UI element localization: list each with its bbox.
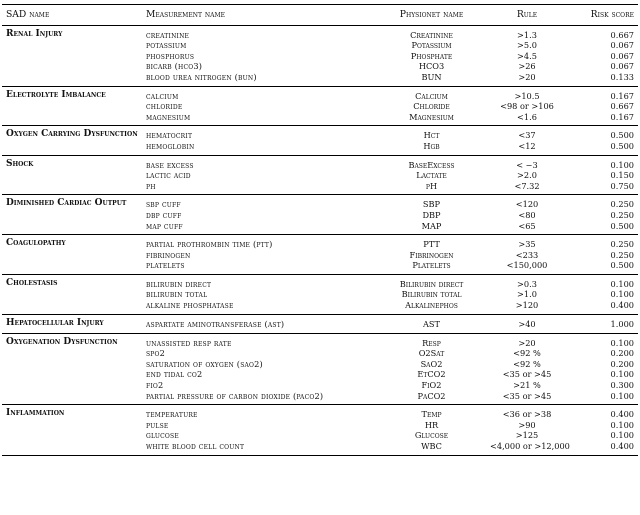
sad-name-cell: Shock — [6, 158, 34, 169]
sad-name-cell: Oxygen Carrying Dysfunction — [6, 129, 138, 140]
risk-score-cell: 0.100 — [610, 430, 634, 441]
rule-cell: <120 — [515, 199, 539, 210]
measurement-name-cell: saturation of oxygen (sao2) — [146, 358, 263, 369]
risk-score-cell: 0.067 — [610, 61, 634, 72]
physionet-name-cell: Lactate — [416, 170, 447, 181]
sad-group — [2, 25, 638, 86]
rule-cell: >5.0 — [517, 40, 537, 51]
rule-cell: >2.0 — [517, 170, 537, 181]
table-row — [2, 314, 638, 333]
sad-group — [2, 86, 638, 126]
rule-cell: <4,000 or >12,000 — [490, 441, 570, 451]
rule-cell: <12 — [518, 140, 536, 151]
risk-score-cell: 0.400 — [610, 300, 634, 311]
rule-cell: >21 % — [513, 380, 541, 391]
measurement-name-cell: aspartate aminotransferase (ast) — [146, 318, 285, 329]
physionet-name-cell: O2Sat — [418, 348, 445, 359]
risk-score-cell: 0.133 — [610, 71, 634, 82]
physionet-name-cell: Phosphate — [410, 50, 453, 61]
rule-cell: >125 — [515, 430, 539, 441]
physionet-name-cell: Hgb — [423, 140, 440, 151]
rule-cell: >40 — [518, 318, 536, 329]
measurement-name-cell: bilirubin total — [146, 289, 208, 300]
physionet-name-cell: HCO3 — [418, 61, 445, 72]
physionet-name-cell: PTT — [423, 239, 440, 250]
measurement-name-cell: unassisted resp rate — [146, 337, 232, 348]
risk-score-cell: 0.500 — [610, 260, 634, 271]
physionet-name-cell: Alkalinephos — [405, 300, 458, 311]
risk-score-cell: 0.100 — [610, 369, 634, 380]
rule-cell: >35 — [518, 239, 536, 250]
measurement-name-cell: partial prothrombin time (ptt) — [146, 239, 273, 250]
table-row — [2, 86, 638, 101]
rule-cell: >1.0 — [517, 289, 537, 300]
physionet-name-cell: Magnesium — [409, 111, 454, 122]
measurement-name-cell: calcium — [146, 90, 179, 101]
physionet-name-cell: BaseExcess — [408, 159, 455, 170]
risk-score-cell: 0.500 — [610, 130, 634, 141]
rule-cell: >90 — [518, 419, 536, 430]
table-row — [2, 195, 638, 210]
measurement-name-cell: pulse — [146, 419, 169, 430]
risk-score-cell: 0.067 — [610, 50, 634, 61]
risk-score-cell: 0.100 — [610, 278, 634, 289]
risk-score-cell: 0.200 — [610, 348, 634, 359]
measurement-name-cell: magnesium — [146, 111, 191, 122]
risk-score-cell: 0.250 — [610, 239, 634, 250]
risk-score-cell: 0.250 — [610, 199, 634, 210]
sad-name-cell: Inflammation — [6, 408, 65, 419]
measurement-name-cell: glucose — [146, 430, 179, 441]
sad-group — [2, 155, 638, 195]
physionet-name-cell: Platelets — [412, 260, 451, 271]
header-row — [2, 5, 638, 26]
header-rule: Rule — [516, 9, 538, 20]
sad-group — [2, 195, 638, 235]
risk-score-cell: 0.167 — [610, 90, 634, 101]
rule-cell: <92 % — [513, 348, 541, 359]
physionet-name-cell: Bilirubin total — [401, 289, 462, 300]
measurement-name-cell: spo2 — [146, 348, 166, 359]
rule-cell: >10.5 — [514, 90, 540, 101]
table-row — [2, 274, 638, 289]
rule-cell: >20 — [518, 337, 536, 348]
rule-cell: >4.5 — [517, 50, 537, 61]
sad-group — [2, 405, 638, 455]
physionet-name-cell: MAP — [421, 220, 442, 231]
sad-name-cell: Coagulopathy — [6, 238, 66, 249]
physionet-name-cell: FiO2 — [421, 380, 442, 391]
physionet-name-cell: WBC — [421, 441, 442, 451]
measurement-name-cell: temperature — [146, 409, 198, 420]
physionet-name-cell: SaO2 — [420, 358, 443, 369]
physionet-name-cell: Glucose — [414, 430, 449, 441]
table-row — [2, 155, 638, 170]
measurement-name-cell: creatinine — [146, 29, 190, 40]
risk-score-cell: 0.100 — [610, 337, 634, 348]
risk-score-cell: 0.067 — [610, 40, 634, 51]
measurement-name-cell: bilirubin direct — [146, 278, 212, 289]
risk-score-cell: 0.150 — [610, 170, 634, 181]
physionet-name-cell: Temp — [421, 409, 442, 420]
measurement-name-cell: base excess — [146, 159, 194, 170]
risk-score-cell: 0.500 — [610, 220, 634, 231]
table-row — [2, 235, 638, 250]
risk-score-cell: 0.167 — [610, 111, 634, 122]
measurement-name-cell: fibrinogen — [146, 249, 191, 260]
rule-cell: <35 or >45 — [502, 390, 552, 401]
measurement-name-cell: lactic acid — [146, 170, 191, 181]
physionet-name-cell: Bilirubin direct — [399, 278, 464, 289]
physionet-name-cell: BUN — [421, 71, 442, 82]
measurement-name-cell: hematocrit — [146, 130, 193, 141]
header-measurement-name: Measurement name — [146, 9, 225, 20]
sad-group — [2, 333, 638, 405]
risk-score-cell: 0.400 — [610, 409, 634, 420]
measurement-name-cell: partial pressure of carbon dioxide (paco2) — [146, 390, 324, 401]
physionet-name-cell: SBP — [422, 199, 441, 210]
physionet-name-cell: Fibrinogen — [409, 249, 454, 260]
physionet-name-cell: Calcium — [415, 90, 448, 101]
physionet-name-cell: Potassium — [411, 40, 452, 51]
measurement-name-cell: chloride — [146, 101, 183, 112]
risk-score-cell: 0.400 — [610, 441, 634, 451]
risk-score-cell: 0.300 — [610, 380, 634, 391]
physionet-name-cell: Resp — [422, 337, 441, 348]
table-header — [2, 5, 638, 26]
measurement-name-cell: hemoglobin — [146, 140, 195, 151]
sad-group — [2, 126, 638, 155]
physionet-name-cell: Chloride — [413, 101, 450, 112]
risk-score-cell: 0.100 — [610, 159, 634, 170]
sad-risk-table — [2, 4, 638, 456]
risk-score-cell: 0.500 — [610, 140, 634, 151]
rule-cell: >20 — [518, 71, 536, 82]
rule-cell: <1.6 — [517, 111, 537, 122]
measurement-name-cell: fio2 — [146, 380, 164, 391]
header-physionet-name: Physionet name — [399, 9, 464, 20]
header-risk-score: Risk score — [590, 9, 634, 20]
risk-score-cell: 0.250 — [610, 249, 634, 260]
risk-score-cell: 0.100 — [610, 289, 634, 300]
measurement-name-cell: bicarb (hco3) — [146, 61, 203, 72]
sad-group — [2, 274, 638, 314]
physionet-name-cell: pH — [425, 180, 438, 191]
table-row — [2, 25, 638, 40]
measurement-name-cell: end tidal co2 — [146, 369, 203, 380]
physionet-name-cell: EtCO2 — [417, 369, 446, 380]
measurement-name-cell: sbp cuff — [146, 199, 181, 210]
sad-name-cell: Hepatocellular Injury — [6, 317, 104, 328]
sad-name-cell: Renal Injury — [6, 28, 63, 39]
sad-group — [2, 235, 638, 275]
rule-cell: >0.3 — [517, 278, 537, 289]
sad-name-cell: Diminished Cardiac Output — [6, 198, 127, 209]
risk-score-cell: 0.200 — [610, 358, 634, 369]
risk-score-cell: 0.250 — [610, 209, 634, 220]
measurement-name-cell: dbp cuff — [146, 209, 182, 220]
rule-cell: <233 — [515, 249, 539, 260]
risk-score-cell: 0.750 — [610, 180, 634, 191]
physionet-name-cell: HR — [424, 419, 439, 430]
sad-name-cell: Cholestasis — [6, 277, 58, 288]
rule-cell: <35 or >45 — [502, 369, 552, 380]
rule-cell: <36 or >38 — [502, 409, 552, 420]
sad-name-cell: Electrolyte Imbalance — [6, 89, 106, 100]
risk-score-cell: 0.667 — [610, 101, 634, 112]
header-sad-name: SAD name — [6, 9, 50, 20]
rule-cell: <65 — [518, 220, 536, 231]
risk-score-cell: 0.100 — [610, 390, 634, 401]
rule-cell: <80 — [518, 209, 536, 220]
risk-score-cell: 1.000 — [610, 318, 634, 329]
table-row — [2, 333, 638, 348]
measurement-name-cell: phosphorus — [146, 50, 195, 61]
rule-cell: <92 % — [513, 358, 541, 369]
physionet-name-cell: Hct — [423, 130, 440, 141]
rule-cell: <98 or >106 — [500, 101, 554, 112]
physionet-name-cell: DBP — [422, 209, 441, 220]
measurement-name-cell: alkaline phosphatase — [146, 300, 234, 311]
table-row — [2, 405, 638, 420]
physionet-name-cell: AST — [423, 318, 440, 329]
measurement-name-cell: platelets — [146, 260, 185, 271]
rule-cell: >26 — [518, 61, 536, 72]
sad-name-cell: Oxygenation Dysfunction — [6, 336, 118, 347]
measurement-name-cell: potassium — [146, 40, 187, 51]
risk-score-cell: 0.100 — [610, 419, 634, 430]
rule-cell: < −3 — [516, 159, 538, 170]
physionet-name-cell: PaCO2 — [417, 390, 446, 401]
table-row — [2, 126, 638, 141]
rule-cell: <150,000 — [506, 260, 548, 271]
sad-group — [2, 314, 638, 333]
measurement-name-cell: blood urea nitrogen (bun) — [146, 71, 257, 82]
rule-cell: <37 — [518, 130, 536, 141]
rule-cell: >120 — [515, 300, 539, 311]
measurement-name-cell: ph — [146, 180, 156, 191]
measurement-name-cell: map cuff — [146, 220, 183, 231]
rule-cell: >1.3 — [517, 29, 537, 40]
measurement-name-cell: white blood cell count — [146, 441, 245, 451]
risk-score-cell: 0.667 — [610, 29, 634, 40]
physionet-name-cell: Creatinine — [410, 29, 453, 40]
rule-cell: <7.32 — [514, 180, 540, 191]
